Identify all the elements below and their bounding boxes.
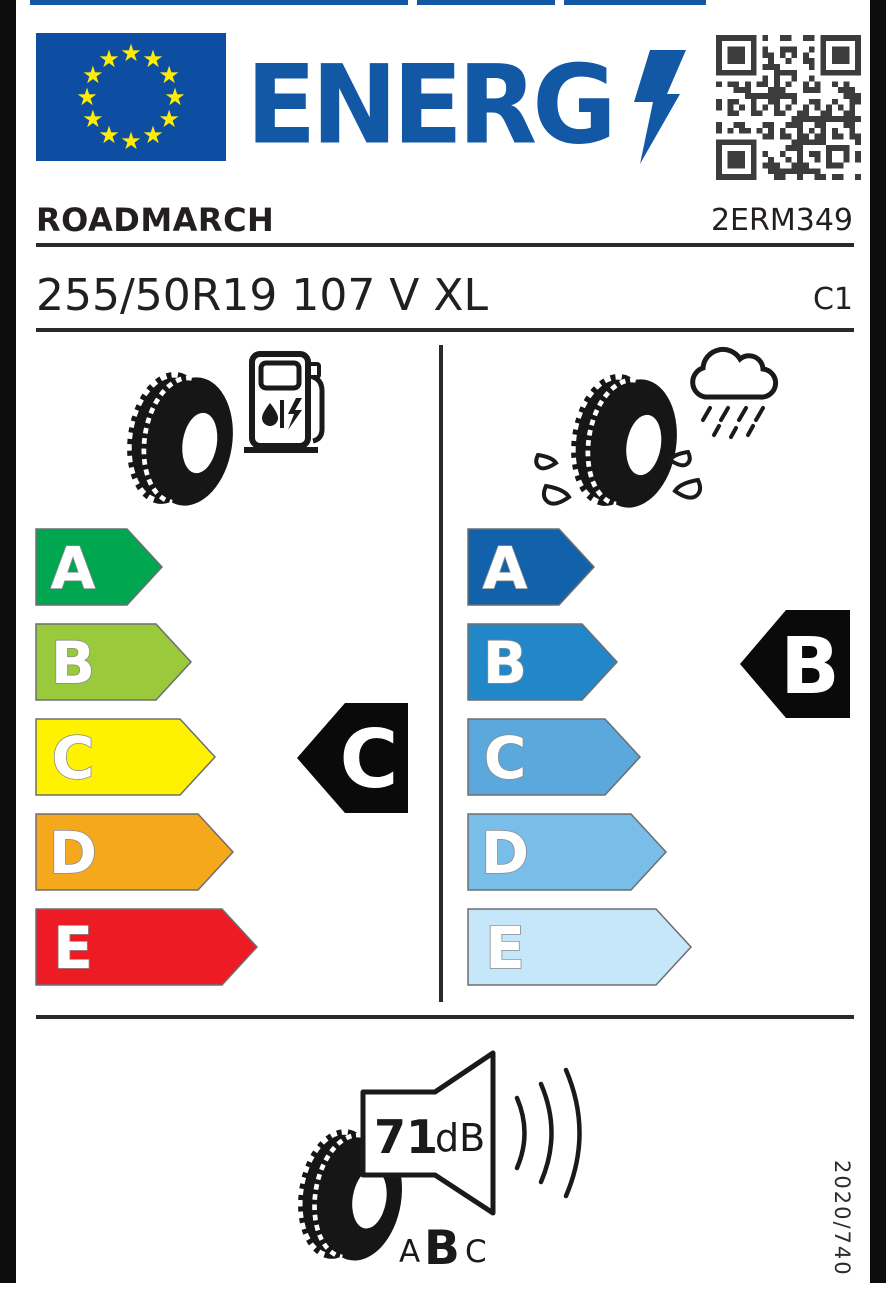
svg-text:★: ★ xyxy=(76,83,98,111)
fuel-pump-icon xyxy=(244,354,322,450)
class-letter: A xyxy=(50,534,96,602)
noise-class-scale xyxy=(399,1221,487,1276)
divider xyxy=(36,328,854,332)
fuel-rating-letter: C xyxy=(339,713,399,806)
brand-name: ROADMARCH xyxy=(36,201,275,239)
fuel-rating-indicator xyxy=(296,702,409,814)
noise-unit: dB xyxy=(435,1116,486,1160)
svg-text:★: ★ xyxy=(120,39,142,67)
wet-class-d-arrow xyxy=(467,813,697,893)
noise-class-c: C xyxy=(465,1234,487,1270)
size-row xyxy=(36,270,853,321)
top-banner-remnant xyxy=(564,0,706,5)
column-divider xyxy=(439,345,443,1002)
fuel-class-b-arrow xyxy=(35,623,265,703)
top-banner-remnant xyxy=(417,0,555,5)
class-letter: C xyxy=(51,724,95,792)
class-letter: D xyxy=(480,819,530,887)
class-letter: A xyxy=(482,534,528,602)
wet-class-e-arrow xyxy=(467,908,697,988)
noise-value: 71 xyxy=(374,1110,439,1164)
top-banner-remnant xyxy=(30,0,408,5)
class-letter: B xyxy=(482,629,528,697)
tire-icon xyxy=(118,366,242,514)
svg-text:★: ★ xyxy=(82,61,104,89)
svg-text:★: ★ xyxy=(98,121,120,150)
wet-rating-indicator xyxy=(739,609,851,719)
qr-code-icon xyxy=(716,35,861,180)
class-letter: E xyxy=(53,914,93,982)
fuel-class-e-arrow xyxy=(35,908,265,988)
svg-text:★: ★ xyxy=(82,105,104,133)
class-letter: D xyxy=(48,819,98,887)
wet-grip-icon xyxy=(520,340,820,530)
svg-text:★: ★ xyxy=(142,121,164,150)
svg-text:★: ★ xyxy=(158,105,180,133)
wet-class-b-arrow xyxy=(467,623,697,703)
wet-class-c-arrow xyxy=(467,718,697,798)
svg-text:★: ★ xyxy=(164,83,186,111)
tyre-class: C1 xyxy=(812,282,853,317)
noise-class-b: B xyxy=(424,1221,460,1276)
fuel-class-c-arrow xyxy=(35,718,265,798)
lightning-bolt-icon xyxy=(632,50,696,164)
sound-waves-icon xyxy=(517,1070,580,1196)
svg-text:★: ★ xyxy=(158,61,180,89)
divider xyxy=(36,1015,854,1019)
fuel-class-d-arrow xyxy=(35,813,265,893)
wet-class-a-arrow xyxy=(467,528,697,608)
eu-flag-icon xyxy=(36,33,226,161)
divider xyxy=(36,243,854,247)
wet-rating-letter: B xyxy=(780,622,840,712)
svg-text:★: ★ xyxy=(142,44,164,73)
noise-section-icon xyxy=(280,1040,610,1285)
fuel-efficiency-icon xyxy=(110,340,340,530)
fuel-class-a-arrow xyxy=(35,528,265,608)
class-letter: E xyxy=(485,914,525,982)
svg-text:★: ★ xyxy=(98,44,120,73)
class-letter: B xyxy=(50,629,96,697)
energ-wordmark: ENERG xyxy=(246,41,612,169)
noise-class-a: A xyxy=(399,1234,421,1270)
svg-text:★: ★ xyxy=(120,127,142,155)
rain-cloud-icon xyxy=(693,349,776,437)
regulation-number: 2020/740 xyxy=(830,1160,854,1277)
brand-row xyxy=(36,201,853,239)
model-code: 2ERM349 xyxy=(710,203,853,238)
tyre-size: 255/50R19 107 V XL xyxy=(36,270,489,321)
class-letter: C xyxy=(483,724,527,792)
left-border xyxy=(0,0,16,1283)
tire-icon xyxy=(562,368,686,516)
right-border xyxy=(870,0,886,1283)
